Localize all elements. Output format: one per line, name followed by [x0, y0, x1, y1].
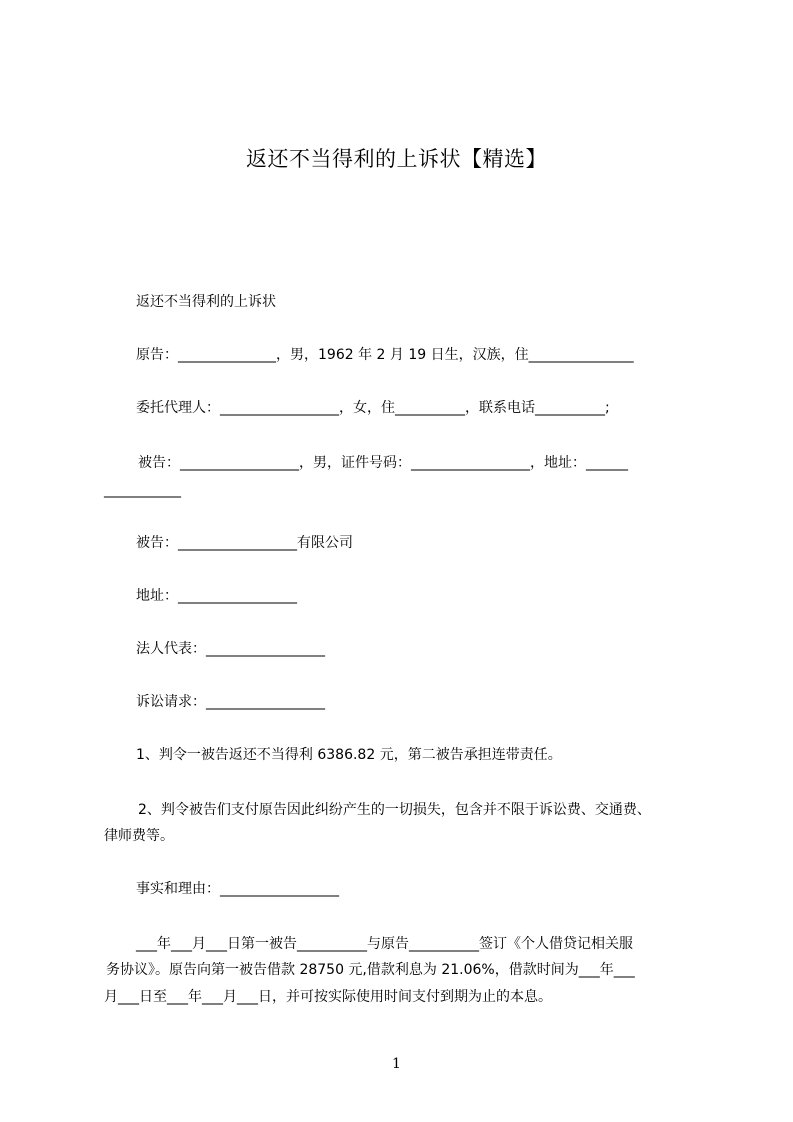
facts-line-1: ___年___月___日第一被告__________与原告__________签订《个人借贷记相关服 [136, 936, 633, 952]
facts-heading: 事实和理由：_________________ [136, 881, 339, 897]
facts-line-3: 月___日至___年___月___日，并可按实际使用时间支付到期为止的本息。 [104, 989, 552, 1005]
agent-line: 委托代理人：_________________，女，住__________，联系电话__________; [136, 400, 610, 416]
plaintiff-line: 原告：______________，男，1962 年 2 月 19 日生，汉族，住_______________ [136, 347, 634, 363]
claim-2-line-2: 律师费等。 [104, 828, 174, 844]
page-number: 1 [392, 1056, 401, 1072]
claim-2-line-1: 2、判令被告们支付原告因此纠纷产生的一切损失，包含并不限于诉讼费、交通费、 [138, 802, 651, 818]
doc-heading: 返还不当得利的上诉状 [136, 294, 276, 310]
address-line: 地址：_________________ [136, 588, 297, 604]
claims-heading: 诉讼请求：_________________ [136, 694, 325, 710]
defendant-1-address-continued: ___________ [104, 482, 181, 498]
defendant-2-line: 被告：_________________有限公司 [136, 535, 353, 551]
legal-rep-line: 法人代表：_________________ [136, 641, 325, 657]
defendant-1-line: 被告：_________________，男，证件号码：_________________，地址：______ [138, 455, 628, 471]
claim-1: 1、判令一被告返还不当得利 6386.82 元，第二被告承担连带责任。 [136, 747, 562, 763]
facts-line-2: 务协议》。原告向第一被告借款 28750 元,借款利息为 21.06%，借款时间为___年___ [106, 962, 635, 978]
document-title: 返还不当得利的上诉状【精选】 [246, 147, 547, 171]
